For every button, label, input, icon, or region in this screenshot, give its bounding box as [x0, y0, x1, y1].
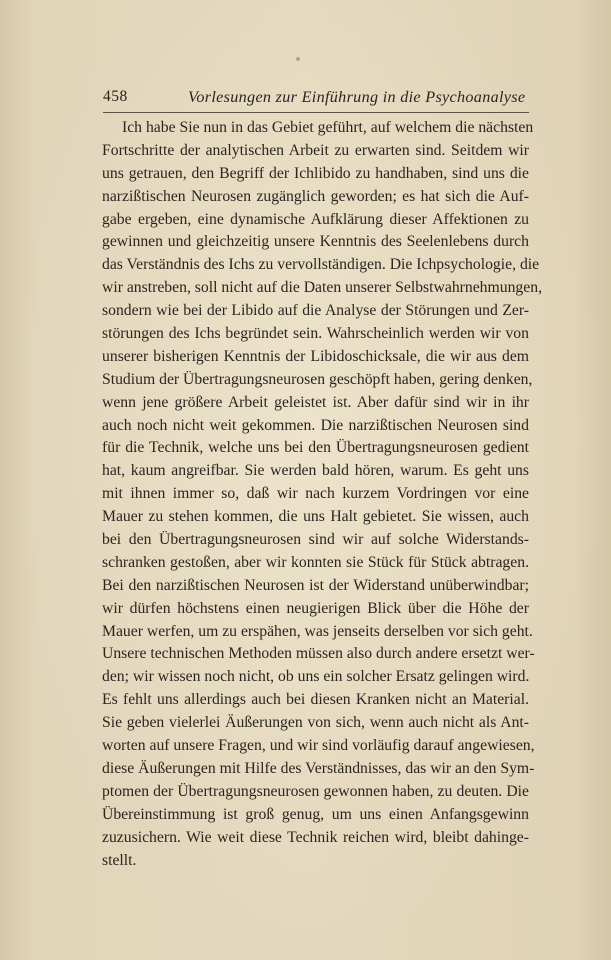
paper-speck — [296, 57, 300, 61]
text-line: mit ihnen immer so, daß wir nach kurzem Vordringen vor eine — [102, 485, 529, 503]
text-line: wenn jene größere Arbeit geleistet ist. Aber dafür sind wir in ihr — [102, 393, 529, 411]
text-line: hat, kaum angreifbar. Sie werden bald hören, warum. Es geht uns — [102, 462, 529, 480]
text-line: sondern wie bei der Libido auf die Analyse der Störungen und Zer- — [102, 302, 529, 320]
text-line: diese Äußerungen mit Hilfe des Verständnisses, das wir an den Sym- — [102, 759, 535, 777]
text-line: gabe ergeben, eine dynamische Aufklärung dieser Affektionen zu — [102, 210, 529, 228]
text-line: Fortschritte der analytischen Arbeit zu erwarten sind. Seitdem wir — [102, 141, 529, 159]
text-line: stellt. — [102, 851, 137, 869]
text-line: gewinnen und gleichzeitig unsere Kenntnis des Seelenlebens durch — [102, 233, 529, 251]
text-line: Bei den narzißtischen Neurosen ist der Widerstand unüberwindbar; — [102, 576, 529, 594]
text-line: Mauer zu stehen kommen, die uns Halt gebietet. Sie wissen, auch — [102, 508, 529, 526]
text-line: Übereinstimmung ist groß genug, um uns einen Anfangsgewinn — [102, 805, 529, 823]
text-line: zuzusichern. Wie weit diese Technik reichen wird, bleibt dahinge- — [102, 828, 529, 846]
text-line: auch noch nicht weit gekommen. Die narzißtischen Neurosen sind — [102, 416, 529, 434]
text-line: wir anstreben, soll nicht auf die Daten unserer Selbstwahrnehmungen, — [102, 279, 542, 297]
text-line: das Verständnis des Ichs zu vervollständigen. Die Ichpsychologie, die — [102, 256, 540, 274]
text-line: Ich habe Sie nun in das Gebiet geführt, auf welchem die nächsten — [122, 119, 534, 136]
page-number: 458 — [103, 88, 128, 105]
running-header — [103, 84, 529, 113]
text-line: bei den Übertragungsneurosen sind wir auf solche Widerstands- — [102, 531, 529, 549]
text-line: für die Technik, welche uns bei den Übertragungsneurosen gedient — [102, 439, 529, 457]
text-line: uns getrauen, den Begriff der Ichlibido zu handhaben, sind uns die — [102, 164, 529, 182]
text-line: ptomen der Übertragungsneurosen gewonnen haben, zu deuten. Die — [102, 782, 529, 800]
text-line: Mauer werfen, um zu erspähen, was jenseits derselben vor sich geht. — [102, 622, 533, 640]
text-line: störungen des Ichs begründet sein. Wahrscheinlich werden wir von — [102, 325, 529, 343]
text-line: wir dürfen höchstens einen neugierigen Blick über die Höhe der — [102, 599, 529, 617]
text-line: Sie geben vielerlei Äußerungen von sich, wenn auch nicht als Ant- — [102, 714, 529, 732]
text-line: Studium der Übertragungsneurosen geschöpft haben, gering denken, — [102, 370, 533, 388]
text-line: den; wir wissen noch nicht, ob uns ein solcher Ersatz gelingen wird. — [102, 668, 530, 686]
text-line: unserer bisherigen Kenntnis der Libidoschicksale, die wir aus dem — [102, 347, 529, 365]
text-line: Unsere technischen Methoden müssen also durch andere ersetzt wer- — [102, 645, 535, 663]
text-line: Es fehlt uns allerdings auch bei diesen Kranken nicht an Material. — [102, 691, 529, 709]
running-title: Vorlesungen zur Einführung in die Psychoanalyse — [188, 88, 526, 106]
text-line: worten auf unsere Fragen, und wir sind vorläufig darauf angewiesen, — [102, 737, 535, 755]
text-line: narzißtischen Neurosen zugänglich geworden; es hat sich die Auf- — [102, 187, 529, 205]
body-paragraph — [102, 117, 542, 872]
text-line: schranken gestoßen, aber wir konnten sie Stück für Stück abtragen. — [102, 553, 529, 571]
